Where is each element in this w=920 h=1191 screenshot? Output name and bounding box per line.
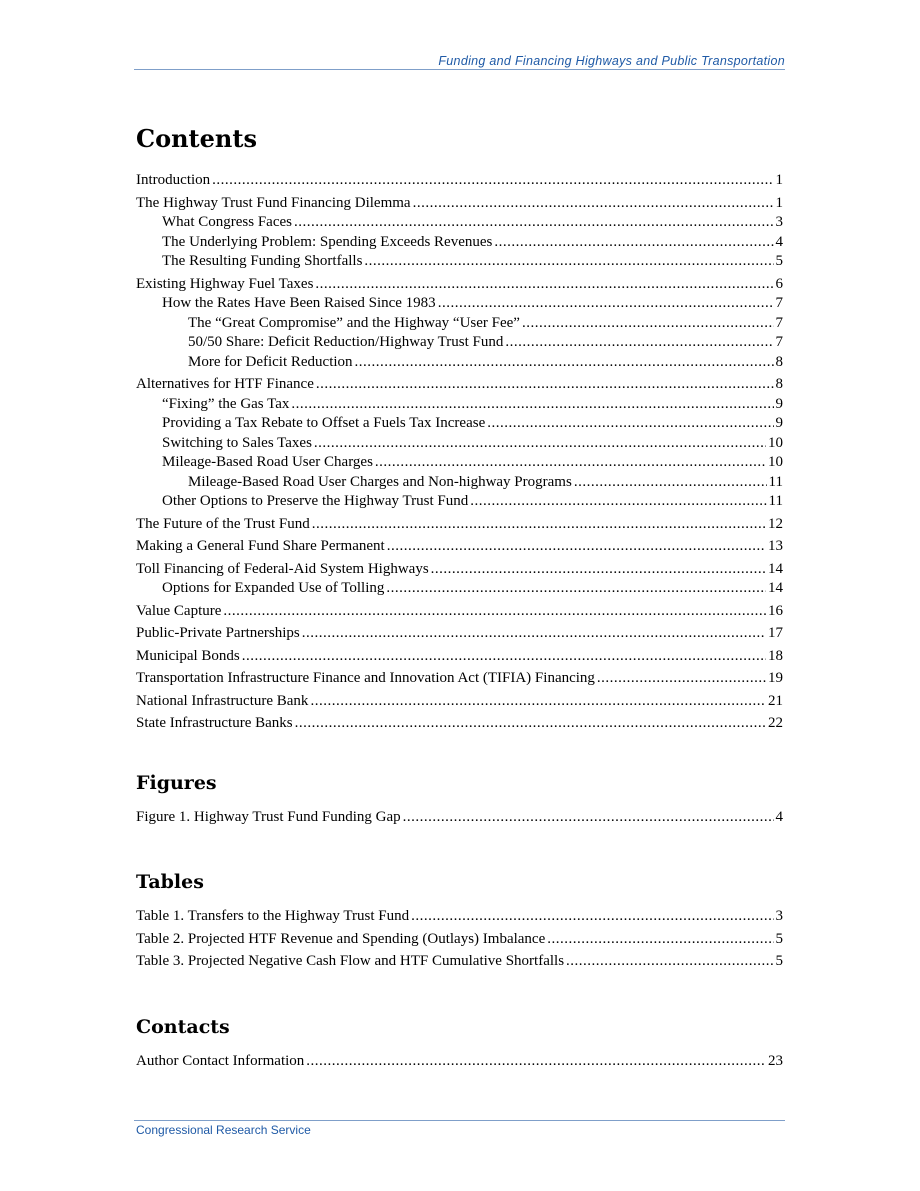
toc-entry[interactable]	[136, 515, 783, 535]
toc-entry[interactable]	[136, 213, 783, 233]
toc-entry-page: 17	[768, 625, 783, 641]
toc-entry-page: 1	[775, 172, 783, 188]
toc-entry-title: Options for Expanded Use of Tolling	[162, 580, 385, 596]
dot-leader	[438, 294, 774, 314]
toc-entry-title: The Resulting Funding Shortfalls	[162, 253, 363, 269]
tables-heading: Tables	[136, 871, 204, 893]
toc-entry-page: 7	[775, 295, 783, 311]
toc-entry[interactable]	[136, 492, 783, 512]
toc-entry-page: 4	[775, 233, 783, 250]
toc-entry-page: 18	[768, 647, 783, 664]
running-header-title: Funding and Financing Highways and Public Transportation	[438, 54, 785, 68]
toc-entry-title: The Highway Trust Fund Financing Dilemma	[136, 194, 411, 211]
toc-entry-page: 1	[775, 194, 783, 211]
toc-entry-page: 10	[768, 454, 783, 470]
contacts-list	[136, 1052, 783, 1072]
toc-entry-title: Table 2. Projected HTF Revenue and Spending (Outlays) Imbalance	[136, 930, 546, 947]
toc-entry[interactable]	[136, 233, 783, 253]
dot-leader	[522, 314, 774, 334]
toc-entry-title: More for Deficit Reduction	[188, 353, 353, 370]
dot-leader	[294, 213, 774, 233]
table-entry[interactable]	[136, 952, 783, 972]
dot-leader	[312, 515, 766, 535]
toc-entry-page: 14	[768, 580, 783, 596]
toc-entry[interactable]	[136, 669, 783, 689]
dot-leader	[597, 669, 766, 689]
toc-entry-page: 6	[775, 275, 783, 292]
dot-leader	[387, 537, 766, 557]
toc-entry-title: The “Great Compromise” and the Highway “User Fee”	[188, 314, 520, 331]
toc-entry-page: 11	[768, 473, 783, 490]
contents-list	[136, 171, 783, 734]
dot-leader	[302, 624, 766, 644]
figures-list	[136, 808, 783, 828]
toc-entry-page: 14	[768, 560, 783, 577]
toc-entry[interactable]	[136, 194, 783, 214]
toc-entry[interactable]	[136, 414, 783, 434]
dot-leader	[386, 579, 766, 599]
toc-entry-page: 7	[775, 314, 783, 331]
header-rule	[134, 69, 785, 70]
dot-leader	[574, 473, 767, 493]
toc-entry[interactable]	[136, 473, 783, 493]
toc-entry[interactable]	[136, 252, 783, 272]
toc-entry-page: 19	[768, 670, 783, 686]
toc-entry-page: 3	[775, 214, 783, 230]
dot-leader	[375, 453, 766, 473]
toc-entry-title: Other Options to Preserve the Highway Trust Fund	[162, 493, 469, 509]
toc-entry-page: 5	[775, 253, 783, 269]
toc-entry-title: How the Rates Have Been Raised Since 1983	[162, 295, 436, 311]
toc-entry-page: 23	[768, 1052, 783, 1069]
toc-entry-title: Making a General Fund Share Permanent	[136, 538, 385, 554]
toc-entry-title: Municipal Bonds	[136, 647, 240, 664]
tables-list	[136, 907, 783, 972]
toc-entry-page: 21	[768, 692, 783, 709]
toc-entry[interactable]	[136, 294, 783, 314]
dot-leader	[316, 375, 774, 395]
toc-entry-title: State Infrastructure Banks	[136, 715, 293, 731]
toc-entry-title: Switching to Sales Taxes	[162, 434, 312, 451]
toc-entry[interactable]	[136, 434, 783, 454]
toc-entry-title: 50/50 Share: Deficit Reduction/Highway Trust Fund	[188, 334, 504, 350]
toc-entry-page: 11	[768, 493, 783, 509]
toc-entry-page: 10	[768, 434, 783, 451]
toc-entry-page: 9	[775, 415, 783, 431]
toc-entry-page: 8	[775, 376, 783, 392]
dot-leader	[223, 602, 766, 622]
toc-entry[interactable]	[136, 353, 783, 373]
dot-leader	[310, 692, 766, 712]
table-entry[interactable]	[136, 930, 783, 950]
dot-leader	[315, 275, 773, 295]
toc-entry-page: 5	[775, 930, 783, 947]
toc-entry-title: Mileage-Based Road User Charges and Non-highway Programs	[188, 473, 572, 490]
toc-entry[interactable]	[136, 171, 783, 191]
toc-entry[interactable]	[136, 453, 783, 473]
toc-entry[interactable]	[136, 275, 783, 295]
toc-entry[interactable]	[136, 395, 783, 415]
toc-entry-page: 9	[775, 395, 783, 412]
toc-entry-title: Table 1. Transfers to the Highway Trust Fund	[136, 908, 410, 924]
toc-entry[interactable]	[136, 560, 783, 580]
toc-entry[interactable]	[136, 579, 783, 599]
dot-leader	[411, 907, 773, 927]
toc-entry-title: Alternatives for HTF Finance	[136, 376, 314, 392]
toc-entry-title: Transportation Infrastructure Finance and Innovation Act (TIFIA) Financing	[136, 670, 595, 686]
toc-entry[interactable]	[136, 624, 783, 644]
toc-entry-title: Existing Highway Fuel Taxes	[136, 275, 314, 292]
toc-entry[interactable]	[136, 333, 783, 353]
dot-leader	[242, 647, 766, 667]
toc-entry-page: 16	[768, 602, 783, 619]
toc-entry[interactable]	[136, 714, 783, 734]
toc-entry-title: Table 3. Projected Negative Cash Flow and HTF Cumulative Shortfalls	[136, 953, 565, 969]
toc-entry-page: 4	[775, 808, 783, 825]
toc-entry-title: Toll Financing of Federal-Aid System Highways	[136, 560, 429, 577]
toc-entry-page: 13	[768, 538, 783, 554]
footer-publisher: Congressional Research Service	[136, 1123, 311, 1137]
footer-rule	[134, 1120, 785, 1121]
toc-entry-page: 5	[775, 953, 783, 969]
toc-entry-title: Figure 1. Highway Trust Fund Funding Gap	[136, 808, 401, 825]
toc-entry-page: 12	[768, 515, 783, 532]
dot-leader	[291, 395, 773, 415]
dot-leader	[212, 171, 773, 191]
dot-leader	[295, 714, 766, 734]
toc-body	[136, 124, 783, 1071]
dot-leader	[505, 333, 773, 353]
toc-entry[interactable]	[136, 692, 783, 712]
dot-leader	[306, 1052, 766, 1072]
toc-entry-title: Mileage-Based Road User Charges	[162, 454, 373, 470]
toc-entry-page: 8	[775, 353, 783, 370]
toc-entry-page: 22	[768, 715, 783, 731]
toc-entry[interactable]	[136, 314, 783, 334]
dot-leader	[413, 194, 774, 214]
toc-entry[interactable]	[136, 537, 783, 557]
dot-leader	[314, 434, 766, 454]
dot-leader	[403, 808, 774, 828]
dot-leader	[431, 560, 766, 580]
toc-entry-title: The Underlying Problem: Spending Exceeds Revenues	[162, 233, 493, 250]
toc-entry-title: Providing a Tax Rebate to Offset a Fuels Tax Increase	[162, 415, 486, 431]
toc-entry[interactable]	[136, 602, 783, 622]
table-entry[interactable]	[136, 907, 783, 927]
figures-heading: Figures	[136, 771, 217, 794]
toc-entry-title: Public-Private Partnerships	[136, 625, 300, 641]
toc-entry[interactable]	[136, 375, 783, 395]
toc-entry-page: 3	[775, 908, 783, 924]
toc-entry-title: Value Capture	[136, 602, 222, 619]
toc-entry[interactable]	[136, 647, 783, 667]
toc-entry-title: “Fixing” the Gas Tax	[162, 395, 290, 412]
contacts-heading: Contacts	[136, 1015, 230, 1038]
dot-leader	[487, 414, 773, 434]
toc-entry-page: 7	[775, 334, 783, 350]
toc-entry-title: What Congress Faces	[162, 214, 292, 230]
toc-entry-title: Author Contact Information	[136, 1052, 305, 1069]
toc-entry-title: National Infrastructure Bank	[136, 692, 309, 709]
dot-leader	[547, 930, 773, 950]
dot-leader	[494, 233, 773, 253]
dot-leader	[355, 353, 774, 373]
toc-entry-title: Introduction	[136, 172, 211, 188]
dot-leader	[470, 492, 766, 512]
contents-heading: Contents	[136, 124, 257, 153]
dot-leader	[364, 252, 773, 272]
dot-leader	[566, 952, 773, 972]
toc-entry-title: The Future of the Trust Fund	[136, 515, 310, 532]
figure-entry[interactable]	[136, 808, 783, 828]
contact-entry[interactable]	[136, 1052, 783, 1072]
